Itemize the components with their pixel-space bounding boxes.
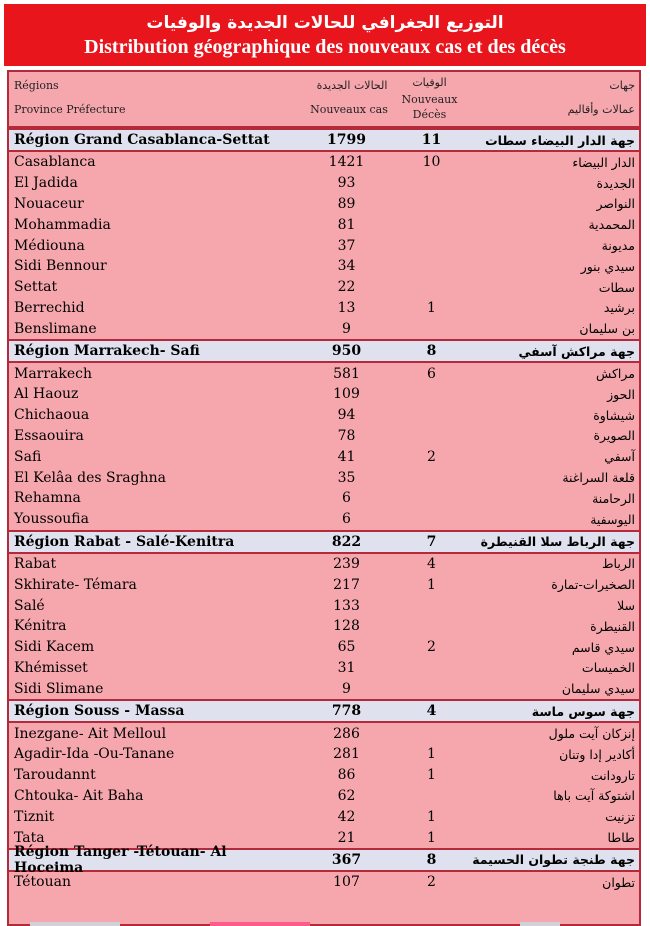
province-row-arabic: اليوسفية [590,511,635,527]
region-row-arabic: جهة الدار البيضاء سطات [485,132,635,148]
province-row-name: Essaouira [14,427,84,444]
province-row-name: Marrakech [14,365,93,382]
province-row-arabic: النواصر [596,196,635,212]
province-row-name: Tétouan [14,874,71,891]
province-row-deaths: 2 [427,448,436,465]
province-row [9,872,639,893]
province-row [9,384,639,405]
province-row-cases: 89 [337,195,356,212]
province-row-arabic: آسفي [604,449,635,465]
province-row [9,678,639,699]
province-row [9,446,639,467]
province-row-deaths: 2 [427,874,436,891]
province-row-cases: 217 [333,576,360,593]
province-row-deaths: 1 [427,829,436,846]
province-row [9,426,639,447]
title-banner [4,4,646,66]
region-row-arabic: جهة سوس ماسة [531,703,635,719]
province-row-cases: 13 [337,299,356,316]
province-row-cases: 286 [333,725,360,742]
province-row-deaths: 10 [422,154,441,171]
province-row [9,298,639,319]
province-row-arabic: مديونة [601,238,635,254]
province-row-name: Kénitra [14,618,67,635]
province-row-arabic: سيدي قاسم [571,639,635,655]
region-row-deaths: 4 [426,703,437,720]
province-row-cases: 281 [333,746,360,763]
title-arabic: التوزيع الجغرافي للحالات الجديدة والوفيات [146,13,504,33]
province-row-name: Benslimane [14,320,97,337]
province-row [9,786,639,807]
province-row [9,488,639,509]
province-row-cases: 9 [342,680,351,697]
province-row-cases: 6 [342,490,351,507]
province-row [9,744,639,765]
province-row [9,173,639,194]
province-row-name: Salé [14,597,45,614]
header-cases-fr: Nouveaux cas [310,103,388,116]
region-row-deaths: 8 [426,343,437,360]
province-row [9,554,639,575]
province-row-name: Safi [14,448,42,465]
province-row-name: Rehamna [14,490,81,507]
province-row [9,235,639,256]
region-row-cases: 367 [331,851,362,868]
province-row-name: Casablanca [14,154,96,171]
province-row-deaths: 1 [427,767,436,784]
province-row [9,616,639,637]
province-row-cases: 1421 [328,154,365,171]
table-header [9,72,639,128]
province-row-name: Agadir-Ida -Ou-Tanane [14,746,175,763]
region-row-name: Région Tanger -Tétouan- Al Hoceima [14,843,227,876]
province-row [9,509,639,530]
province-row-deaths: 1 [427,746,436,763]
province-row-arabic: قلعة السراغنة [562,470,635,486]
province-row-arabic: الرباط [601,556,635,572]
province-row-cases: 9 [342,320,351,337]
province-row-name: Médiouna [14,237,85,254]
province-row-arabic: شيشاوة [593,407,635,423]
province-row-cases: 21 [337,829,356,846]
province-row [9,256,639,277]
province-row-cases: 34 [337,258,356,275]
province-row-cases: 37 [337,237,356,254]
province-row [9,806,639,827]
province-row-name: Settat [14,279,58,296]
province-row-cases: 42 [337,808,356,825]
province-row-cases: 94 [337,407,356,424]
province-row-arabic: إنزكان آيت ملول [548,726,635,742]
province-row-name: Sidi Slimane [14,680,104,697]
province-row-cases: 31 [337,659,356,676]
province-row-cases: 128 [333,618,360,635]
province-row-arabic: الرحامنة [592,490,635,506]
province-row-arabic: تطوان [602,874,635,890]
province-row-arabic: مراكش [596,366,635,382]
province-row-arabic: تارودانت [590,767,635,783]
province-row-name: Tiznit [14,808,55,825]
province-row-deaths: 1 [427,808,436,825]
province-row-arabic: الصويرة [593,428,635,444]
province-row-arabic: الصخيرات-تمارة [551,577,635,593]
province-row-deaths: 1 [427,576,436,593]
province-row-arabic: الحوز [607,386,635,402]
province-row-name: Tata [14,829,45,846]
province-row-cases: 65 [337,639,356,656]
header-deaths-fr2: Décès [412,108,447,121]
region-row-deaths: 11 [421,132,442,148]
province-row-name: Chtouka- Ait Baha [14,787,144,804]
region-row-arabic: جهة طنجة تطوان الحسيمة [472,852,635,868]
region-row-arabic: جهة الرباط سلا القنيطرة [480,534,635,550]
bottom-decoration [0,922,650,926]
region-row-cases: 822 [331,533,362,550]
province-row-deaths: 4 [427,555,436,572]
province-row [9,765,639,786]
province-row [9,658,639,679]
province-row [9,595,639,616]
province-row-arabic: المحمدية [588,217,635,233]
region-row-arabic: جهة مراكش آسفي [518,343,635,359]
province-row-name: Youssoufia [14,511,89,528]
province-row-arabic: سطات [598,279,635,295]
province-row-deaths: 2 [427,639,436,656]
province-row-name: Al Haouz [14,386,79,403]
region-row-name: Région Rabat - Salé-Kenitra [14,533,235,550]
province-row-deaths: 1 [427,299,436,316]
province-row-cases: 133 [333,597,360,614]
province-row-arabic: الخميسات [581,660,635,676]
province-row-arabic: بن سليمان [579,321,635,337]
province-row [9,405,639,426]
province-row-arabic: برشيد [603,300,635,316]
province-row-cases: 41 [337,448,356,465]
region-row-cases: 1799 [327,132,366,148]
province-row [9,363,639,384]
province-row [9,277,639,298]
province-row-name: Berrechid [14,299,85,316]
province-row-name: Skhirate- Témara [14,576,137,593]
region-row [9,339,639,363]
province-row-name: El Kelâa des Sraghna [14,469,166,486]
distribution-table [7,70,641,926]
province-row [9,152,639,173]
region-row-deaths: 7 [426,533,437,550]
province-row-cases: 109 [333,386,360,403]
province-row [9,637,639,658]
header-deaths-fr1: Nouveaux [401,93,458,106]
province-row-name: Sidi Kacem [14,639,95,656]
province-row-deaths: 6 [427,365,436,382]
province-row-arabic: سيدي بنور [580,258,635,274]
region-row [9,530,639,554]
province-row [9,214,639,235]
province-row [9,467,639,488]
province-row-arabic: سيدي سليمان [561,681,635,697]
header-deaths-ar: الوفيات [412,76,447,89]
region-row-deaths: 8 [426,851,437,868]
province-row-cases: 581 [333,365,360,382]
province-row-name: Nouaceur [14,195,84,212]
header-regions: Régions [14,79,59,92]
region-row [9,128,639,152]
province-row [9,723,639,744]
province-row [9,194,639,215]
province-row-arabic: تزنيت [605,809,635,825]
province-row-cases: 239 [333,555,360,572]
province-row-arabic: سلا [617,598,635,614]
province-row-name: Rabat [14,555,57,572]
region-row-name: Région Grand Casablanca-Settat [14,132,270,148]
province-row-cases: 86 [337,767,356,784]
province-row-name: El Jadida [14,175,78,192]
province-row-name: Mohammadia [14,216,111,233]
province-row-name: Khémisset [14,659,88,676]
province-row-cases: 6 [342,511,351,528]
province-row-name: Inezgane- Ait Melloul [14,725,167,742]
province-row-cases: 93 [337,175,356,192]
province-row-cases: 107 [333,874,360,891]
header-cases-ar: الحالات الجديدة [316,79,388,92]
region-row-cases: 950 [331,343,362,360]
region-row [9,843,639,876]
province-row-cases: 62 [337,787,356,804]
province-row-cases: 78 [337,427,356,444]
region-row-cases: 778 [331,703,362,720]
province-row-arabic: القنيطرة [590,618,635,634]
header-province: Province Préfecture [14,103,126,116]
table-body [9,128,639,893]
province-row-cases: 35 [337,469,356,486]
province-row-arabic: طاطا [607,830,635,845]
province-row-arabic: أكادير إدا وتنان [559,746,635,762]
province-row [9,574,639,595]
header-jihat: جهات [609,79,635,92]
header-amalat: عمالات وأقاليم [567,103,635,116]
province-row-arabic: الجديدة [596,175,635,191]
province-row-cases: 22 [337,279,356,296]
province-row-name: Taroudannt [14,767,96,784]
province-row [9,318,639,339]
region-row [9,699,639,723]
province-row-name: Sidi Bennour [14,258,107,275]
title-french: Distribution géographique des nouveaux cas et des décès [84,36,566,58]
province-row-arabic: الدار البيضاء [572,154,635,170]
province-row-name: Chichaoua [14,407,90,424]
province-row-cases: 81 [337,216,356,233]
region-row-name: Région Marrakech- Safi [14,343,200,360]
region-row-name: Région Souss - Massa [14,703,185,720]
province-row-arabic: اشتوكة آيت باها [553,788,635,804]
